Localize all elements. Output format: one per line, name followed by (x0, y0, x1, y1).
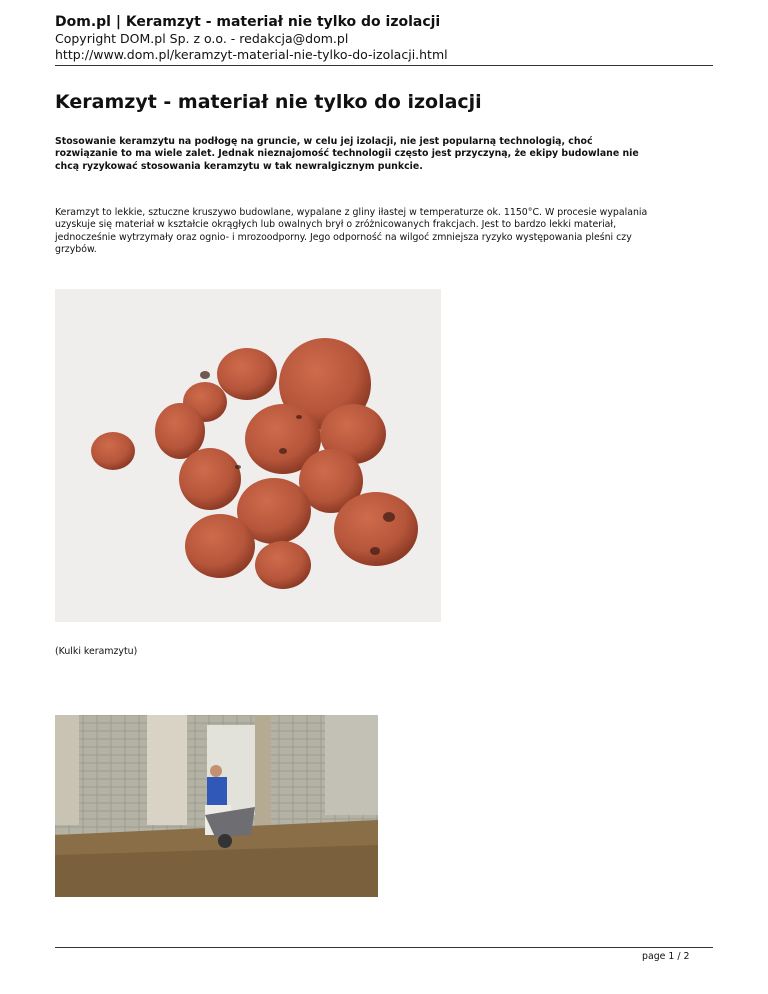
source-url[interactable]: http://www.dom.pl/keramzyt-material-nie-tylko-do-izolacji.html (55, 47, 448, 62)
construction-site-photo (55, 715, 378, 897)
paragraph-line: Keramzyt to lekkie, sztuczne kruszywo budowlane, wypalane z gliny iłastej w temperaturze ok. 1150°C. W procesie wypalania (55, 207, 648, 218)
paragraph-line: grzybów. (55, 243, 97, 255)
article-paragraph (55, 207, 717, 256)
document-header (55, 13, 713, 63)
paragraph-line: uzyskuje się materiał w kształcie okrągłych lub owalnych brył o zróżnicowanych frakcjach. Jest to bardzo lekki materiał, (55, 219, 617, 231)
keramzyt-pebbles-photo (55, 289, 441, 622)
page-number: page 1 / 2 (642, 951, 690, 962)
lead-line: Stosowanie keramzytu na podłogę na gruncie, w celu jej izolacji, nie jest popularną technologią, choć (55, 136, 593, 147)
lead-line: chcą ryzykować stosowania keramzytu w tak newralgicznym punkcie. (55, 160, 423, 172)
paragraph-line: jednocześnie wytrzymały oraz ognio- i mrozoodporny. Jego odporność na wilgoć zmniejsza ryzyko występowania pleśni czy (55, 231, 632, 243)
image-caption: (Kulki keramzytu) (55, 646, 138, 657)
lead-line: rozwiązanie to ma wiele zalet. Jednak nieznajomość technologii często jest przyczyną, że ekipy budowlane nie (55, 148, 639, 160)
article-title: Keramzyt - materiał nie tylko do izolacji (55, 91, 482, 113)
footer-divider (55, 947, 713, 948)
copyright-line: Copyright DOM.pl Sp. z o.o. - redakcja@dom.pl (55, 31, 349, 46)
site-title: Dom.pl | Keramzyt - materiał nie tylko do izolacji (55, 14, 441, 30)
header-divider (55, 65, 713, 66)
article-lead (55, 136, 715, 173)
